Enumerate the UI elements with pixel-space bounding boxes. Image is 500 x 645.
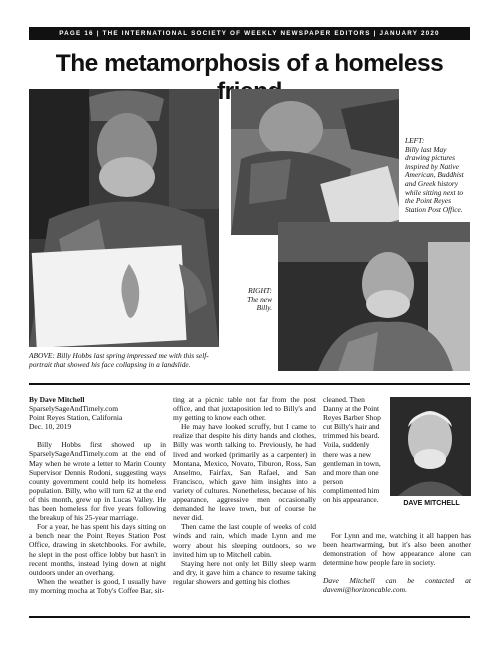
article-column-3b xyxy=(323,531,471,595)
article-paragraph: For Lynn and me, watching it all happen has been heartwarming, but it's also been another demonstration of how appearance alone can determine how people fare in society. xyxy=(323,531,471,568)
divider-bottom xyxy=(29,616,470,618)
caption-above xyxy=(29,352,229,369)
caption-left-text: Billy last May drawing pictures inspired by Native American, Buddhist and Greek history while sitting next to the Point Reyes Station Post Office. xyxy=(405,144,464,214)
caption-right-label: RIGHT: xyxy=(248,286,272,295)
caption-right xyxy=(232,287,272,313)
contact-line: Dave Mitchell can be contacted at davemi@horizoncable.com. xyxy=(323,576,471,595)
page-header-text: PAGE 16 | THE INTERNATIONAL SOCIETY OF WEEKLY NEWSPAPER EDITORS | JANUARY 2020 xyxy=(59,30,440,37)
article-paragraph: When the weather is good, I usually have my morning mocha at Toby's Coffee Bar, sit- xyxy=(29,576,166,595)
author-photo-label: DAVE MITCHELL xyxy=(403,500,460,507)
headline: The metamorphosis of a homeless xyxy=(55,50,444,77)
byline-place: Point Reyes Station, California xyxy=(29,413,123,423)
article-column-1 xyxy=(29,395,166,595)
photo-billy-drawing xyxy=(231,89,399,235)
caption-left xyxy=(405,137,471,214)
article-paragraph: Then came the last couple of weeks of cold winds and rain, which made Lynn and me worry about his sleeping outdoors, so we invited him up to Mitchell cabin. xyxy=(173,522,316,559)
byline: By Dave Mitchell xyxy=(29,395,85,404)
byline-site: SparselySageAndTimely.com xyxy=(29,404,119,414)
photo-billy-self-portrait xyxy=(29,89,219,347)
article-paragraph: Billy Hobbs first showed up in SparselySageAndTimely.com at the end of May when he wrote a letter to Marin County Supervisor Dennis Rodoni, suggesting ways county government could help its homeless population. Billy, who will turn 62 at the end of this month, grew up in Lucas Valley. He has been homeless for five years following the breakup of his 25-year marriage. xyxy=(29,440,166,523)
divider-top xyxy=(29,383,470,385)
article-paragraph: cleaned. Then Danny at the Point Reyes Barber Shop cut Billy's hair and trimmed his beard. Voila, suddenly there was a new gentleman in town, and more than one person complimented him on his appearance. xyxy=(323,395,381,505)
photo-dave-mitchell xyxy=(390,397,471,496)
page-header-strip xyxy=(29,27,470,40)
article-paragraph: He may have looked scruffy, but I came to realize that despite his dirty hands and clothes, Billy was worth talking to. Previously, he had lived and worked (primarily as a carpenter) in Montana, Mexico, Novato, Tiburon, Ross, San Anselmo, Fairfax, San Rafael, and San Francisco, which gave him insights into a variety of cultures. Nonetheless, because of his appearance, aggressive men occasionally demanded he leave town, but of course he never did. xyxy=(173,422,316,523)
caption-left-label: LEFT: xyxy=(405,136,425,145)
caption-above-text: ABOVE: Billy Hobbs last spring impressed me with this self-portrait that showed his face collapsing in a landslide. xyxy=(29,351,209,369)
article-column-3a xyxy=(323,395,383,504)
caption-right-text: The new Billy. xyxy=(247,294,272,313)
article-paragraph: ting at a picnic table not far from the post office, and that juxtaposition led to Billy's and my getting to know each other. xyxy=(173,395,316,423)
article-paragraph: For a year, he has spent his days sitting on a bench near the Point Reyes Station Post Office, drawing in sketchbooks. For awhile, he slept in the post office lobby but hasn't in recent months, instead lying down at night outdoors under an overhang. xyxy=(29,522,166,577)
article-paragraph: Staying here not only let Billy sleep warm and dry, it gave him a chance to resume taking regular showers and getting his clothes xyxy=(173,558,316,586)
photo-new-billy xyxy=(278,222,470,371)
byline-date: Dec. 10, 2019 xyxy=(29,422,72,432)
article-column-2 xyxy=(173,395,316,586)
